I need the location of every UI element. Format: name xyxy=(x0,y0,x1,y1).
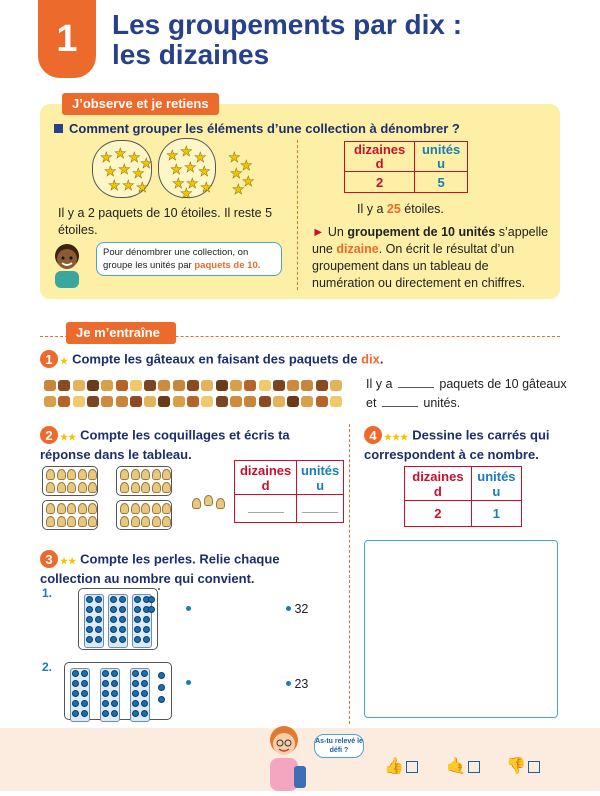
pearl xyxy=(81,690,88,697)
pearl xyxy=(72,700,79,707)
thumbs-side-checkbox[interactable] xyxy=(468,761,480,773)
ex1-line2-a: et xyxy=(366,396,377,410)
pearl xyxy=(72,710,79,717)
star-21: ★ xyxy=(240,157,253,173)
ex1-word: dix xyxy=(361,351,380,367)
pearl xyxy=(158,672,165,679)
th-unites: unités xyxy=(421,141,461,157)
pearl xyxy=(86,636,93,643)
star-13: ★ xyxy=(170,161,183,177)
ex1-number: 1 xyxy=(40,350,58,368)
title-line-2: les dizaines xyxy=(112,39,270,70)
pearl xyxy=(119,636,126,643)
pearl xyxy=(110,606,117,613)
th-u: u xyxy=(437,155,446,171)
pearl xyxy=(119,616,126,623)
star-10: ★ xyxy=(166,147,179,163)
star-15: ★ xyxy=(198,163,211,179)
pearl xyxy=(110,636,117,643)
lesson-number: 1 xyxy=(38,0,96,78)
pearl xyxy=(134,636,141,643)
pearl xyxy=(143,616,150,623)
pearl xyxy=(81,670,88,677)
ex4-th-d: d xyxy=(433,483,442,499)
star-2: ★ xyxy=(128,149,141,165)
ex4-cell-d: 2 xyxy=(405,501,472,527)
pearl xyxy=(111,700,118,707)
ex2-number: 2 xyxy=(40,426,58,444)
pearl xyxy=(141,670,148,677)
pearl-box xyxy=(158,588,160,590)
cell-d: 2 xyxy=(345,172,415,193)
ex3-item-1: 1. xyxy=(42,586,53,600)
observe-tab: J’observe et je retiens xyxy=(62,93,219,115)
bubble-highlight: paquets de 10. xyxy=(194,260,261,271)
pearl xyxy=(132,680,139,687)
pearl xyxy=(102,710,109,717)
ex2-stars: ★★ xyxy=(60,431,77,442)
pearl xyxy=(134,626,141,633)
ex1-line1-a: Il y a xyxy=(366,377,393,391)
pearl xyxy=(95,626,102,633)
pearl xyxy=(81,700,88,707)
rule-word: dizaine xyxy=(336,242,379,256)
star-24: ★ xyxy=(232,181,245,197)
pearl xyxy=(86,596,93,603)
ex2-th-unites: unités xyxy=(300,462,340,478)
pearl xyxy=(111,680,118,687)
star-0: ★ xyxy=(100,149,113,165)
star-19: ★ xyxy=(180,185,193,201)
th-dizaines: dizaines xyxy=(353,141,406,157)
pearl xyxy=(158,684,165,691)
thumbs-up-checkbox[interactable] xyxy=(406,761,418,773)
ex1-line2-b: unités. xyxy=(423,396,461,410)
ex4-drawing-area[interactable] xyxy=(364,540,558,718)
star-14: ★ xyxy=(184,159,197,175)
pearl xyxy=(158,696,165,703)
star-1: ★ xyxy=(114,145,127,161)
ex4-header xyxy=(364,426,564,463)
pearl xyxy=(141,710,148,717)
thumbs-side-rating[interactable] xyxy=(446,756,480,776)
ex1-line1-b: paquets de 10 gâteaux xyxy=(439,377,567,391)
pearl xyxy=(81,710,88,717)
star-18: ★ xyxy=(200,179,213,195)
star-23: ★ xyxy=(242,173,255,189)
ex3-number-1 xyxy=(286,602,308,616)
thumbs-down-rating[interactable] xyxy=(506,756,540,776)
pearl xyxy=(102,670,109,677)
pearl xyxy=(148,606,155,613)
bubble-text: Pour dénombrer une collection, on groupe les unités par xyxy=(103,247,249,271)
star-22: ★ xyxy=(230,165,243,181)
pearl xyxy=(132,710,139,717)
count-suffix: étoiles. xyxy=(404,202,444,216)
pearl xyxy=(119,626,126,633)
pearl xyxy=(81,680,88,687)
pearl xyxy=(72,690,79,697)
pearl xyxy=(141,700,148,707)
ex3-dot-1[interactable] xyxy=(186,606,191,611)
ex3-item-2: 2. xyxy=(42,660,53,674)
star-12: ★ xyxy=(194,149,207,165)
pearl xyxy=(141,680,148,687)
train-tab: Je m’entraîne xyxy=(66,322,176,344)
star-3: ★ xyxy=(140,155,153,171)
star-17: ★ xyxy=(186,175,199,191)
pearl xyxy=(95,616,102,623)
pearl xyxy=(143,636,150,643)
ex1-stars: ★ xyxy=(60,355,69,366)
th-d: d xyxy=(375,155,384,171)
pearl xyxy=(134,596,141,603)
ex3-dot-2[interactable] xyxy=(186,680,191,685)
star-8: ★ xyxy=(122,177,135,193)
rule-mid: s’appelle une xyxy=(312,225,549,256)
pearl xyxy=(111,710,118,717)
star-4: ★ xyxy=(104,163,117,179)
pearl xyxy=(141,690,148,697)
cell-u: 5 xyxy=(415,172,468,193)
star-16: ★ xyxy=(172,175,185,191)
rule-bold: groupement de 10 unités xyxy=(347,225,496,239)
ex4-th-dizaines: dizaines xyxy=(412,468,464,484)
pearl xyxy=(111,670,118,677)
star-6: ★ xyxy=(132,165,145,181)
ex1-end: . xyxy=(379,351,384,367)
pearl xyxy=(134,616,141,623)
ex4-table xyxy=(404,466,522,527)
ex3-n1: 32 xyxy=(294,602,309,616)
count-value: 25 xyxy=(386,202,401,216)
title-line-1: Les groupements par dix : xyxy=(112,9,463,40)
pearl xyxy=(143,626,150,633)
pearl xyxy=(110,626,117,633)
question-text: Comment grouper les éléments d’une collection à dénombrer ? xyxy=(69,121,460,136)
pearl xyxy=(119,596,126,603)
thumbs-down-checkbox[interactable] xyxy=(528,761,540,773)
pearl xyxy=(72,680,79,687)
thumbs-up-rating[interactable] xyxy=(384,756,418,776)
pearl xyxy=(86,606,93,613)
ex2-th-u: u xyxy=(316,477,325,493)
ex4-stars: ★★★ xyxy=(384,431,409,442)
pearl xyxy=(86,616,93,623)
rule-post: . On écrit le résultat d’un groupement dans un tableau de numération ou directement en chiffres. xyxy=(312,242,526,290)
pearl xyxy=(110,616,117,623)
rule-pre: Un xyxy=(327,225,344,239)
ex2-text: Compte les coquillages et écris ta réponse dans le tableau. xyxy=(40,427,290,462)
pearl xyxy=(111,690,118,697)
ex4-number: 4 xyxy=(364,426,382,444)
thumbs-down-icon: 👎 xyxy=(506,758,526,775)
pearl xyxy=(119,606,126,613)
pearl xyxy=(132,690,139,697)
ex2-th-dizaines: dizaines xyxy=(239,462,292,478)
ex3-stars: ★★ xyxy=(60,555,77,566)
pearl xyxy=(95,596,102,603)
pearl xyxy=(102,690,109,697)
star-7: ★ xyxy=(108,177,121,193)
observe-text-left: Il y a 2 paquets de 10 étoiles. Il reste 5 étoiles. xyxy=(58,206,273,237)
ex4-th-u: u xyxy=(492,483,501,499)
rule-text: ► Un groupement de 10 unités s’appelle une dizaine. On écrit le résultat d’un groupement dans un tableau de numération ou directement en chiffres. xyxy=(312,225,549,290)
ex3-n2: 23 xyxy=(294,677,309,691)
ex4-th-unites: unités xyxy=(477,468,516,484)
star-5: ★ xyxy=(118,161,131,177)
thumbs-side-icon: 🤙 xyxy=(446,758,466,775)
thumbs-up-icon: 👍 xyxy=(384,758,404,775)
star-20: ★ xyxy=(228,149,241,165)
pearl xyxy=(148,596,155,603)
pearl xyxy=(95,636,102,643)
pearl xyxy=(132,700,139,707)
pearl xyxy=(102,680,109,687)
challenge-bubble: As-tu relevé le défi ? xyxy=(314,734,364,758)
pearl xyxy=(72,670,79,677)
star-9: ★ xyxy=(136,179,149,195)
ex3-number: 3 xyxy=(40,550,58,568)
pearl xyxy=(132,670,139,677)
ex1-text: Compte les gâteaux en faisant des paquets de xyxy=(72,351,358,367)
count-prefix: Il y a xyxy=(357,202,384,216)
ex4-cell-u: 1 xyxy=(471,501,521,527)
pearl xyxy=(134,606,141,613)
ex2-th-d: d xyxy=(261,477,270,493)
star-11: ★ xyxy=(180,143,193,159)
girl-illustration xyxy=(256,722,312,791)
pearl xyxy=(86,626,93,633)
ex4-text: Dessine les carrés qui correspondent à ce nombre. xyxy=(364,427,550,462)
ex3-text: Compte les perles. Relie chaque collection au nombre qui convient. xyxy=(40,551,280,586)
ex3-number-2 xyxy=(286,677,308,691)
pearl xyxy=(102,700,109,707)
pearl xyxy=(110,596,117,603)
pearl xyxy=(95,606,102,613)
